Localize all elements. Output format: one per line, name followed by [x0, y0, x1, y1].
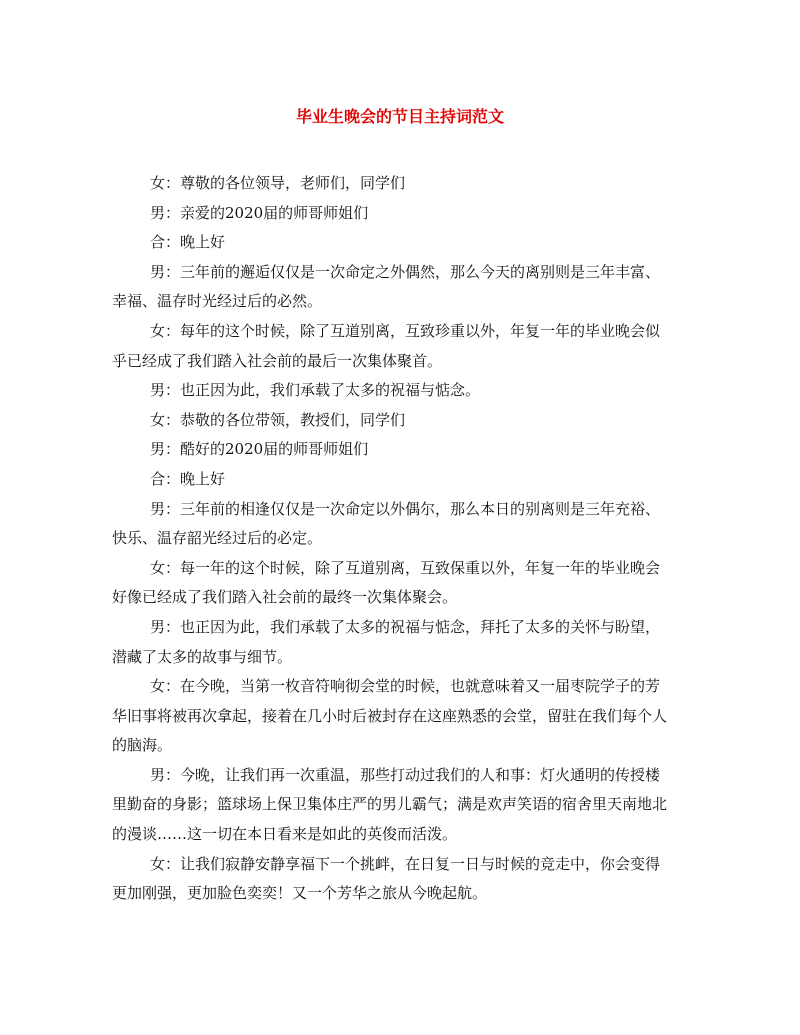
paragraph: 女：每一年的这个时候，除了互道别离，互致保重以外，年复一年的毕业晚会好像已经成了我们踏入社会前的最终一次集体聚会。: [112, 558, 661, 607]
paragraph: 女：尊敬的各位领导，老师们，同学们: [150, 174, 406, 192]
paragraph: 女：让我们寂静安静享福下一个挑衅，在日复一日与时候的竞走中，你会变得更加刚强，更加脸色奕奕！又一个芳华之旅从今晚起航。: [112, 854, 661, 903]
paragraph: 男：今晚，让我们再一次重温，那些打动过我们的人和事：灯火通明的传授楼里勤奋的身影；篮球场上保卫集体庄严的男儿霸气；满是欢声笑语的宿舍里天南地北的漫谈……这一切在本日看来是如此的英俊而活泼。: [112, 765, 668, 844]
document-title: 毕业生晚会的节目主持词范文: [295, 107, 504, 126]
paragraph: 男：也正因为此，我们承载了太多的祝福与惦念。: [150, 381, 481, 400]
paragraph: 男：酷好的2020届的师哥师姐们: [150, 440, 369, 459]
paragraph: 女：每年的这个时候，除了互道别离，互致珍重以外，年复一年的毕业晚会似乎已经成了我们踏入社会前的最后一次集体聚首。: [112, 321, 661, 370]
document-body: [112, 169, 674, 909]
paragraph: 合：晚上好: [150, 469, 226, 488]
paragraph: 女：恭敬的各位带领，教授们，同学们: [150, 410, 406, 429]
paragraph: 男：亲爱的2020届的师哥师姐们: [150, 203, 369, 222]
paragraph: 男：三年前的相逢仅仅是一次命定以外偶尔，那么本日的别离则是三年充裕、快乐、温存韶光经过后的必定。: [112, 499, 661, 548]
paragraph: 女：在今晚，当第一枚音符响彻会堂的时候，也就意味着又一届枣院学子的芳华旧事将被再次拿起，接着在几小时后被封存在这座熟悉的会堂，留驻在我们每个人的脑海。: [112, 677, 668, 755]
paragraph: 男：三年前的邂逅仅仅是一次命定之外偶然，那么今天的离别则是三年丰富、幸福、温存时光经过后的必然。: [112, 262, 661, 311]
paragraph: 男：也正因为此，我们承载了太多的祝福与惦念，拜托了太多的关怀与盼望，潜藏了太多的故事与细节。: [112, 617, 661, 666]
paragraph: 合：晚上好: [150, 233, 226, 252]
